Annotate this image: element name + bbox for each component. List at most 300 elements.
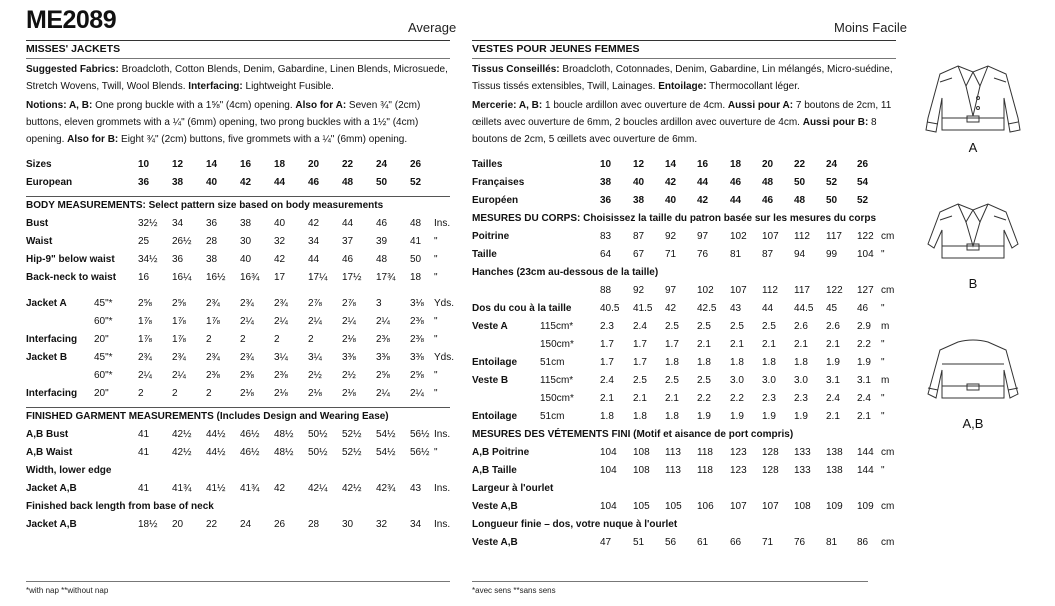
table-cell: 44½ [206, 429, 226, 440]
table-cell: 2⅜ [240, 370, 254, 381]
table-cell: Veste A,B [472, 501, 518, 512]
table-cell: 60"* [94, 370, 113, 381]
table-cell: 107 [730, 501, 747, 512]
table-cell: 3⅛ [410, 298, 424, 309]
table-cell: 1.9 [826, 357, 840, 368]
table-cell: 46 [342, 254, 354, 265]
table-cell: 2¾ [240, 352, 254, 363]
table-row [26, 197, 450, 216]
footnote-en: *with nap **without nap [26, 586, 109, 595]
table-cell: 102 [697, 285, 714, 296]
table-cell [472, 282, 540, 300]
table-cell: 2.1 [794, 339, 808, 350]
table-cell: Yds. [434, 298, 455, 309]
table-cell: 22 [342, 159, 354, 170]
table-cell: 2.1 [826, 411, 840, 422]
table-cell: 1.9 [794, 411, 808, 422]
table-cell: 2¾ [172, 352, 186, 363]
table-row [472, 210, 896, 228]
table-cell: 138 [826, 465, 843, 476]
table-cell: 2⅝ [138, 298, 152, 309]
table-cell: 2.5 [697, 321, 711, 332]
table-cell [472, 336, 540, 354]
table-cell: 1.8 [794, 357, 808, 368]
table-cell: 113 [665, 465, 681, 476]
table-cell: 2¾ [138, 352, 152, 363]
table-cell: 2⅛ [240, 388, 254, 399]
table-cell: 40 [665, 195, 677, 206]
table-cell: 2.6 [826, 321, 840, 332]
table-cell: 46 [730, 177, 742, 188]
table-cell: " [881, 411, 885, 422]
table-cell: 45"* [94, 352, 113, 363]
table-cell: Européen [472, 195, 519, 206]
table-row [26, 349, 450, 367]
table-cell: 2¼ [172, 370, 186, 381]
table-cell: 2.2 [857, 339, 871, 350]
table-row [26, 331, 450, 349]
table-cell: " [434, 447, 438, 458]
table-cell: 32½ [138, 218, 158, 229]
table-cell: 45"* [94, 298, 113, 309]
table-cell: 2.5 [665, 321, 679, 332]
table-cell: 2⅛ [308, 388, 322, 399]
table-cell [540, 156, 600, 174]
table-cell: 3⅜ [342, 352, 356, 363]
table-cell [94, 233, 138, 251]
table-cell: 2½ [342, 370, 356, 381]
table-cell: 104 [600, 447, 617, 458]
table-row [472, 156, 896, 174]
table-cell: 20" [94, 388, 109, 399]
fabrics-label: Tissus Conseillés: [472, 64, 560, 75]
table-cell: 56 [665, 537, 677, 548]
table-cell: 71 [762, 537, 774, 548]
table-cell: 42½ [172, 429, 192, 440]
table-row [472, 408, 896, 426]
table-cell: 16 [138, 272, 150, 283]
table-cell: Yds. [434, 352, 455, 363]
table-cell: 115cm* [540, 321, 574, 332]
table-heading: FINISHED GARMENT MEASUREMENTS (Includes Design and Wearing Ease) [26, 411, 389, 422]
table-cell: 18½ [138, 519, 158, 530]
fabrics-text: Broadcloth, Cotonnades, Denim, Gabardine, Lin mélangés, Micro-suédine, Tissus tissés extensibles, Twill, Lainages. [472, 64, 893, 92]
table-row [26, 251, 450, 269]
notions-label: Mercerie: A, B: [472, 100, 543, 111]
table-cell: Sizes [26, 159, 52, 170]
table-row [26, 426, 450, 444]
table-cell: 2.5 [762, 321, 776, 332]
table-cell: 87 [633, 231, 645, 242]
table-cell: Entoilage [472, 411, 518, 422]
table-cell: 46 [762, 195, 774, 206]
table-cell: 150cm* [540, 339, 574, 350]
table-row [26, 233, 450, 251]
table-cell: 2 [240, 334, 246, 345]
table-cell [540, 192, 600, 210]
table-cell: 1.7 [600, 357, 614, 368]
table-row [472, 246, 896, 264]
table-cell: 48½ [274, 447, 294, 458]
table-cell [94, 215, 138, 233]
table-cell: Françaises [472, 177, 525, 188]
jacket-front-icon [918, 196, 1028, 276]
table-cell: 42 [697, 195, 709, 206]
table-cell [540, 498, 600, 516]
table-cell: " [881, 303, 885, 314]
table-cell: 104 [600, 501, 617, 512]
table-cell: 2.1 [762, 339, 776, 350]
table-cell: Back-neck to waist [26, 272, 117, 283]
table-cell: 2.1 [730, 339, 744, 350]
table-cell: 107 [730, 285, 747, 296]
table-cell: 54 [857, 177, 869, 188]
notions-text: Seven ¾" (2cm) buttons, eleven grommets with a ¼" (6mm) opening, two prong buckles with a 1½" (4cm) opening. [26, 100, 421, 145]
table-cell: 2.4 [600, 375, 614, 386]
table-cell: 41.5 [633, 303, 653, 314]
table-row [26, 462, 450, 480]
table-cell: 3¼ [274, 352, 288, 363]
table-cell: Interfacing [26, 388, 78, 399]
table-cell: 94 [794, 249, 806, 260]
table-cell: 52½ [342, 429, 362, 440]
table-row [26, 313, 450, 331]
table-row [26, 385, 450, 403]
table-cell: 1.7 [665, 339, 679, 350]
table-cell: 117 [794, 285, 810, 296]
english-tables [26, 156, 455, 534]
table-cell: Dos du cou à la taille [472, 303, 572, 314]
table-cell: 1.8 [600, 411, 614, 422]
table-cell: 1⅞ [206, 316, 220, 327]
table-cell: 3.0 [794, 375, 808, 386]
table-cell: 40 [633, 177, 645, 188]
table-cell: 43 [730, 303, 742, 314]
table-cell: 2⅜ [376, 334, 390, 345]
table-cell: cm [881, 231, 895, 242]
divider [26, 58, 450, 59]
table-cell [434, 156, 450, 174]
table-cell: 1.8 [665, 411, 679, 422]
table-cell: 2.5 [697, 375, 711, 386]
notions-text: One prong buckle with a 1⅝" (4cm) opening. [92, 100, 296, 111]
table-cell: 40.5 [600, 303, 620, 314]
table-cell: 45 [826, 303, 838, 314]
table-row [472, 498, 896, 516]
table-cell: 150cm* [540, 393, 574, 404]
interfacing-label: Interfacing: [188, 81, 243, 92]
section-title: MISSES' JACKETS [26, 43, 121, 55]
table-cell: 1⅞ [138, 316, 152, 327]
table-cell: 20 [308, 159, 320, 170]
table-cell: 26 [857, 159, 869, 170]
table-cell: 12 [633, 159, 645, 170]
table-cell: 76 [794, 537, 806, 548]
table-row [472, 192, 896, 210]
table-cell: 1⅞ [138, 334, 152, 345]
table-cell: Ins. [434, 218, 451, 229]
spacer-row [26, 287, 450, 295]
table-cell: 76 [697, 249, 709, 260]
table-cell: Bust [26, 218, 49, 229]
table-cell: " [434, 316, 438, 327]
table-cell: 41¾ [240, 483, 260, 494]
table-cell: 30 [240, 236, 252, 247]
table-row [472, 264, 896, 282]
table-cell: 3⅜ [410, 352, 424, 363]
table-cell: 44 [308, 254, 320, 265]
divider [472, 581, 868, 582]
table-row [472, 480, 896, 498]
table-cell: 2.9 [857, 321, 871, 332]
table-cell: 2⅜ [410, 334, 424, 345]
table-cell: " [881, 339, 885, 350]
table-cell [94, 426, 138, 444]
table-cell: 34½ [138, 254, 158, 265]
table-cell: 41 [138, 483, 150, 494]
table-row [472, 426, 896, 444]
table-cell: 17¾ [376, 272, 396, 283]
table-cell: 97 [665, 285, 677, 296]
table-cell: " [881, 249, 885, 260]
table-cell: 1.9 [857, 357, 871, 368]
table-cell: 40 [240, 254, 252, 265]
table-cell: 1⅞ [172, 316, 186, 327]
table-cell: 1.7 [633, 339, 647, 350]
table-row [26, 498, 450, 516]
table-cell: 2⅝ [410, 370, 424, 381]
table-cell [881, 156, 896, 174]
table-cell: 115cm* [540, 375, 574, 386]
table-cell: 38 [172, 177, 184, 188]
notions-also-a: Also for A: [295, 100, 347, 111]
table-cell: 2.4 [826, 393, 840, 404]
table-cell: 109 [826, 501, 843, 512]
table-cell: 2.5 [730, 321, 744, 332]
view-label: A,B [962, 416, 984, 431]
table-cell: 16¼ [172, 272, 192, 283]
table-cell: 12 [172, 159, 184, 170]
table-cell: 2.1 [857, 411, 871, 422]
table-cell: 122 [826, 285, 843, 296]
table-row [26, 156, 450, 174]
table-cell: 42 [274, 483, 286, 494]
table-row [26, 444, 450, 462]
table-cell [881, 174, 896, 192]
table-cell: 2 [206, 388, 212, 399]
table-row [472, 228, 896, 246]
table-cell: European [26, 177, 73, 188]
table-row [472, 282, 896, 300]
table-cell: 42.5 [697, 303, 717, 314]
table-cell: 3.0 [730, 375, 744, 386]
table-cell: 1.8 [697, 357, 711, 368]
table-cell: 39 [376, 236, 388, 247]
table-cell: 144 [857, 465, 874, 476]
table-cell: 32 [376, 519, 388, 530]
table-cell: 44.5 [794, 303, 814, 314]
fabrics-text: Broadcloth, Cotton Blends, Denim, Gabardine, Linen Blends, Microsuede, Stretch Wovens, Twill, Wool Blends. [26, 64, 448, 92]
table-cell: 2½ [308, 370, 322, 381]
table-cell: 3¼ [308, 352, 322, 363]
table-cell: " [434, 236, 438, 247]
table-cell: 42 [240, 177, 252, 188]
table-cell: 46 [308, 177, 320, 188]
table-cell: 24 [376, 159, 388, 170]
table-cell: Ins. [434, 429, 451, 440]
table-cell: 41 [138, 447, 150, 458]
table-cell: 16 [240, 159, 252, 170]
table-cell: 66 [730, 537, 742, 548]
table-cell: Jacket A,B [26, 519, 77, 530]
table-cell: 40 [206, 177, 218, 188]
interfacing-text: Thermocollant léger. [706, 81, 800, 92]
table-cell: 2¾ [206, 352, 220, 363]
table-cell: 2.3 [762, 393, 776, 404]
table-cell: 26 [274, 519, 286, 530]
table-cell: 37 [342, 236, 354, 247]
notions-paragraph [26, 97, 450, 148]
table-cell: 41¾ [172, 483, 192, 494]
table-cell: Jacket A,B [26, 483, 77, 494]
table-cell: 123 [730, 465, 747, 476]
table-cell: 54½ [376, 447, 396, 458]
table-row [26, 174, 450, 192]
table-cell: 42 [308, 218, 320, 229]
table-cell: 113 [665, 447, 681, 458]
table-cell: 42½ [172, 447, 192, 458]
table-cell: 50½ [308, 447, 328, 458]
table-subheading: Width, lower edge [26, 465, 112, 476]
table-cell [26, 367, 94, 385]
table-cell: 2¼ [376, 388, 390, 399]
table-cell: " [434, 254, 438, 265]
table-cell: 28 [206, 236, 218, 247]
table-cell: " [434, 334, 438, 345]
table-cell: 92 [665, 231, 677, 242]
table-cell: 88 [600, 285, 612, 296]
table-cell [26, 313, 94, 331]
table-cell: 32 [274, 236, 286, 247]
table-cell: Hip-9" below waist [26, 254, 115, 265]
table-cell: 2.4 [633, 321, 647, 332]
table-cell: 3⅜ [376, 352, 390, 363]
table-cell: 3.1 [826, 375, 840, 386]
table-cell: 36 [600, 195, 612, 206]
table-cell: 28 [308, 519, 320, 530]
difficulty-fr: Moins Facile [834, 20, 907, 35]
table-cell: 1.8 [730, 357, 744, 368]
table-cell: 44 [697, 177, 709, 188]
table-cell: 10 [138, 159, 150, 170]
table-cell: 52 [410, 177, 422, 188]
table-heading: BODY MEASUREMENTS: Select pattern size based on body measurements [26, 200, 384, 211]
notions-also-b: Aussi pour B: [802, 117, 869, 128]
table-cell: A,B Poitrine [472, 447, 530, 458]
table-row [472, 174, 896, 192]
table-cell: 108 [633, 465, 650, 476]
table-cell: 18 [730, 159, 742, 170]
table-cell: 107 [762, 231, 779, 242]
table-cell: A,B Waist [26, 447, 73, 458]
table-cell: Interfacing [26, 334, 78, 345]
table-cell: 41½ [206, 483, 226, 494]
table-cell: 109 [857, 501, 874, 512]
section-title: VESTES POUR JEUNES FEMMES [472, 43, 640, 55]
table-cell: 46½ [240, 447, 260, 458]
table-cell: 17¼ [308, 272, 328, 283]
table-cell: 3.0 [762, 375, 776, 386]
table-cell: 104 [857, 249, 874, 260]
table-cell: 2.5 [665, 375, 679, 386]
table-cell: Tailles [472, 159, 503, 170]
table-cell: 105 [633, 501, 650, 512]
table-cell: 2.2 [730, 393, 744, 404]
table-cell: 14 [206, 159, 218, 170]
table-cell: Taille [472, 249, 497, 260]
table-cell: 1.7 [633, 357, 647, 368]
table-row [26, 480, 450, 498]
notions-paragraph [472, 97, 896, 148]
table-cell: 2¼ [274, 316, 288, 327]
table-cell: 38 [240, 218, 252, 229]
table-cell: 102 [730, 231, 747, 242]
table-cell: 2.3 [794, 393, 808, 404]
table-cell: 2.4 [857, 393, 871, 404]
table-cell: 2.1 [697, 339, 711, 350]
table-cell: 3.1 [857, 375, 871, 386]
table-cell: 2⅜ [274, 370, 288, 381]
table-cell: 108 [794, 501, 811, 512]
table-cell: 92 [633, 285, 645, 296]
table-cell: 16 [697, 159, 709, 170]
french-tables [472, 156, 896, 552]
table-cell: Entoilage [472, 357, 518, 368]
table-row [472, 372, 896, 390]
table-row [26, 367, 450, 385]
table-cell: 46½ [240, 429, 260, 440]
table-cell: 2.2 [697, 393, 711, 404]
table-cell: Poitrine [472, 231, 510, 242]
table-row [26, 215, 450, 233]
table-cell: 42½ [342, 483, 362, 494]
table-cell: 50 [376, 177, 388, 188]
table-cell: 1.8 [665, 357, 679, 368]
table-cell: 1.9 [697, 411, 711, 422]
table-cell: " [881, 465, 885, 476]
table-cell: 50½ [308, 429, 328, 440]
table-row [472, 336, 896, 354]
view-label: B [968, 276, 978, 291]
table-cell: 20 [762, 159, 774, 170]
table-cell: 118 [697, 465, 713, 476]
table-cell: 2¼ [308, 316, 322, 327]
table-cell: Waist [26, 236, 53, 247]
table-cell: 2.1 [633, 393, 647, 404]
fabrics-paragraph [26, 58, 450, 95]
table-row [472, 444, 896, 462]
table-cell: 42 [274, 254, 286, 265]
pattern-code: ME2089 [26, 6, 117, 34]
table-cell: 2¾ [274, 298, 288, 309]
table-cell: 144 [857, 447, 874, 458]
table-cell: 1.8 [633, 411, 647, 422]
table-cell: 118 [697, 447, 713, 458]
table-cell: 133 [794, 447, 811, 458]
table-row [472, 318, 896, 336]
table-cell [94, 156, 138, 174]
table-cell: 42 [665, 303, 677, 314]
